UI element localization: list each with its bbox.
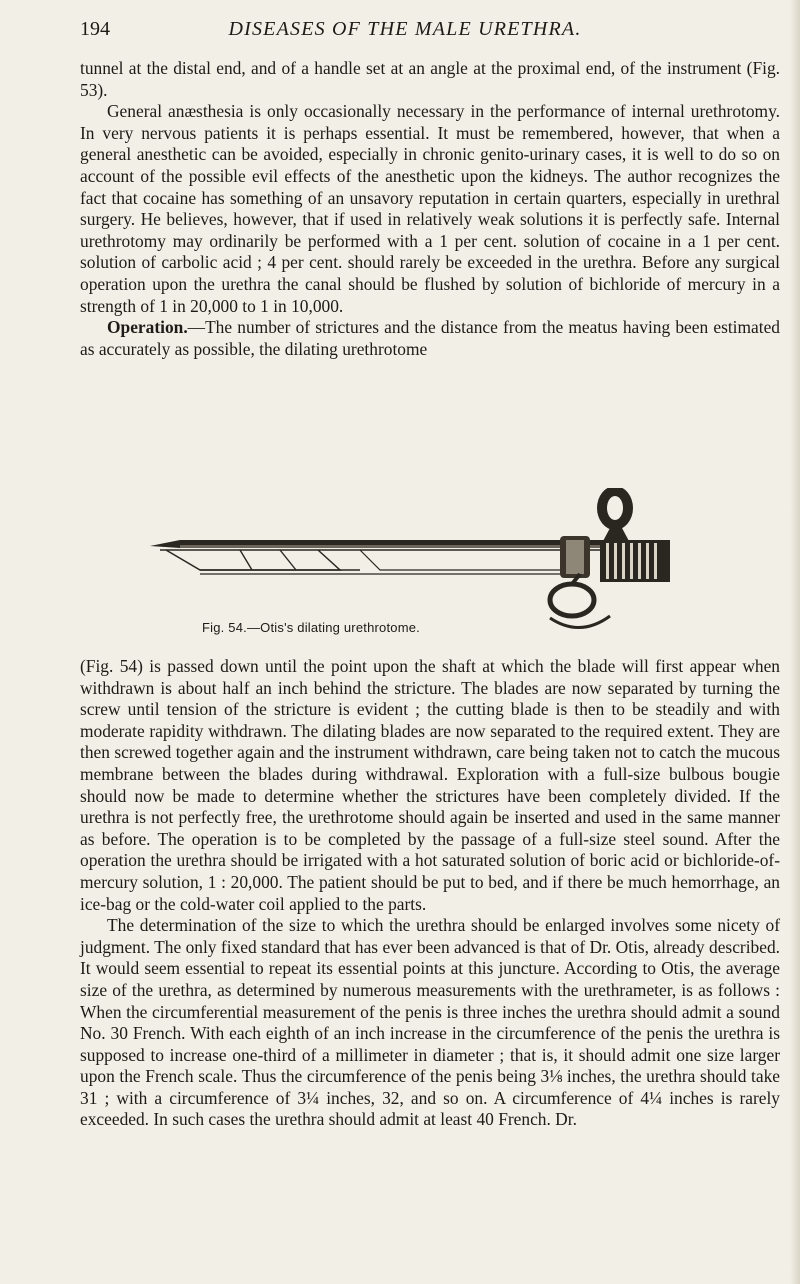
paragraph-procedure: (Fig. 54) is passed down until the point upon the shaft at which the blade will first appear when withdrawn is about half an inch behind the stricture. The blades are now separated by turning the screw until tension of the stricture is evident ; the cutting blade is then to be steadily and with moderate rapidity withdrawn. The dilating blades are now separated to the required extent. They are then screwed together again and the instrument withdrawn, care being taken not to catch the mucous membrane between the blades during withdrawal. Exploration with a full-size bulbous bougie should now be made to determine whether the strictures have been completely divided. If the urethra is not perfectly free, the urethrotome should again be inserted and used in the same manner as before. The operation is to be completed by the passage of a full-size steel sound. After the operation the urethra should be irrigated with a hot saturated solution of boric acid or bichloride-of-mercury solution, 1 : 20,000. The patient should be put to bed, and if there be much hemorrhage, an ice-bag or the cold-water coil applied to the parts. xyxy=(80,656,780,914)
running-title: DISEASES OF THE MALE URETHRA. xyxy=(228,18,582,40)
text-block-top xyxy=(80,58,780,360)
page-edge xyxy=(790,0,800,1284)
operation-heading: Operation. xyxy=(107,317,188,338)
paragraph-operation xyxy=(80,317,780,360)
paragraph-continuation: tunnel at the distal end, and of a handle set at an angle at the proximal end, of the instrument (Fig. 53). xyxy=(80,58,780,100)
operation-text: —The number of strictures and the distance from the meatus having been estimated as accurately as possible, the dilating urethrotome xyxy=(80,317,780,359)
page-number: 194 xyxy=(80,18,110,40)
paragraph-size-determination: The determination of the size to which the urethra should be enlarged involves some nicety of judgment. The only fixed standard that has ever been advanced is that of Dr. Otis, already described. It would seem essential to repeat its essential points at this juncture. According to Otis, the average size of the urethra, as determined by numerous measurements with the urethrameter, is as follows : When the circumferential measurement of the penis is three inches the urethra should admit a sound No. 30 French. With each eighth of an inch increase in the circumference of the penis the urethra is supposed to increase one-third of a millimeter in diameter ; that is, it should admit one size larger upon the French scale. Thus the circumference of the penis being 3⅛ inches, the urethra should take 31 ; with a circumference of 3¼ inches, 32, and so on. A circumference of 4¼ inches is rarely exceeded. In such cases the urethra should admit at least 40 French. Dr. xyxy=(80,915,780,1130)
paragraph-anesthesia: General anæsthesia is only occasionally necessary in the performance of internal urethrotomy. In very nervous patients it is perhaps essential. It must be remembered, however, that when a general anesthetic can be avoided, especially in chronic genito-urinary cases, it is well to do so on account of the possible evil effects of the anesthetic upon the kidneys. The author recognizes the fact that cocaine has something of an unsavory reputation in certain quarters, especially in urethral surgery. He believes, however, that if used in relatively weak solutions it is perfectly safe. Internal urethrotomy may ordinarily be performed with a 1 per cent. solution of cocaine in a 1 per cent. solution of carbolic acid ; 4 per cent. should rarely be exceeded in the urethra. Before any surgical operation upon the urethra the canal should be flushed by solution of bichloride of mercury in a strength of 1 in 20,000 to 1 in 10,000. xyxy=(80,101,780,316)
figure-urethrotome xyxy=(140,488,780,648)
text-block-bottom xyxy=(80,656,780,1131)
page-header xyxy=(40,18,760,48)
figure-caption: Fig. 54.—Otis's dilating urethrotome. xyxy=(202,620,420,635)
